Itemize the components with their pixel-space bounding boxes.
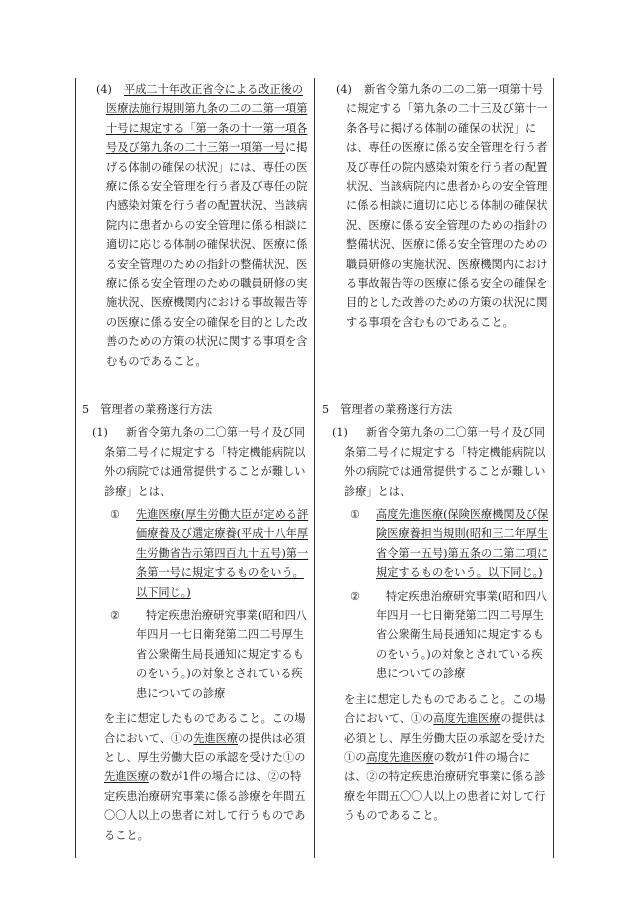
column-rule-left — [75, 78, 76, 858]
text-run: を主に想定したものであること。この場合において、①の — [104, 712, 306, 745]
underlined-text-run: 平成二十年改正省令による改正後の医療法施行規則第九条の二の二第一項第十号に規定する「 — [106, 83, 308, 135]
text-run: に掲げる体制の確保の状況」には、専任の医療に係る安全管理を行う者及び専任の院内感染対策を行う者の配置状況、当該病院内に患者からの安全管理に係る相談に適切に応じる体制の確保状況、医療に係る安全管理のための指針の整備状況、医療に係る安全管理のための職員研修の実施状況、医療機関内における事故報告等の医療に係る安全の確保を目的とした改善のための方策の状況に関する事項を含むものであること。 — [106, 141, 308, 368]
underlined-text-run: 先進医療 — [193, 731, 239, 745]
text-run: 新省令第九条の二の二第一項第十号に規定する「第九条の二十三及び第十一条各号に掲げる体制の確保の状況」には、専任の医療に係る安全管理を行う者及び専任の院内感染対策を行う者の配置状況、当該病院内に患者からの安全管理に係る相談に適切に応じる体制の確保状況、医療に係る安全管理のための指針の整備状況、医療に係る安全管理のための職員研修の実施状況、医療機関内における事故報告等の医療に係る安全の確保を目的とした改善のための方策の状況に関する事項を含むものであること。 — [346, 83, 548, 329]
right-section-5 — [322, 400, 550, 826]
text-run: の数が1件の場合には、②の特定疾患治療研究事業に係る診療を年間五〇〇人以上の患者に対して行うものであること。 — [104, 770, 306, 842]
text-run: を主に想定したものであること。この場合において、①の — [344, 692, 546, 726]
left-item-4 — [82, 80, 312, 371]
right-sub-1-text: 高度先進医療(保険医療機関及び保険医療養担当規則(昭和三二年厚生省令第一五号)第五条の二第二項に規定するものをいう。以下同じ。) — [376, 508, 549, 580]
text-run: の数が1件の場合には、②の特定疾患治療研究事業に係る診療を年間五〇〇人以上の患者に対して行うものであること。 — [344, 750, 546, 823]
text-run: の提供は必須とし、厚生労働大臣の承認を受けた①の — [344, 712, 546, 764]
column-rule-middle — [314, 78, 315, 858]
left-sub-2-marker: ② — [110, 609, 121, 623]
left-closing-text — [104, 709, 312, 845]
right-item-4 — [322, 80, 550, 332]
left-section-heading: 5 管理者の業務遂行方法 — [82, 403, 213, 416]
left-item-1-marker: (1) — [92, 426, 108, 440]
left-item-4-text — [106, 80, 312, 371]
right-item-4-marker: (4) — [336, 83, 352, 96]
left-sub-1-marker: ① — [110, 508, 121, 522]
right-item-1-marker: (1) — [332, 426, 348, 440]
underlined-text-run: 第一条の十一第一項各号及び第九条の二十三第一項第一号 — [106, 121, 308, 155]
right-section-heading: 5 管理者の業務遂行方法 — [322, 403, 453, 416]
text-run: の提供は必須とし、厚生労働大臣の承認を受けた①の — [104, 731, 306, 764]
right-sub-1-marker: ① — [350, 508, 361, 522]
right-item-4-text — [346, 80, 550, 332]
underlined-text-run: 先進医療 — [104, 770, 149, 784]
underlined-text-run: 高度先進医療 — [433, 712, 501, 726]
left-sub-2-text: 特定疾患治療研究事業(昭和四八年四月一七日衛発第二四二号厚生省公衆衛生局長通知に規定するものをいう。)の対象とされている疾患についての診療 — [136, 609, 307, 700]
right-closing-text — [344, 690, 550, 826]
left-item-4-marker: (4) — [96, 83, 112, 96]
right-item-1-text: 新省令第九条の二〇第一号イ及び同条第二号イに規定する「特定機能病院以外の病院では通常提供することが難しい診療」とは、 — [344, 426, 546, 498]
left-item-1-text: 新省令第九条の二〇第一号イ及び同条第二号イに規定する「特定機能病院以外の病院では通常提供することが難しい診療」とは、 — [104, 426, 306, 498]
column-rule-right — [553, 78, 554, 858]
left-sub-1-text: 先進医療(厚生労働大臣が定める評価療養及び選定療養(平成十八年厚生労働省告示第四百九十五号)第一条第一号に規定するものをいう。以下同じ。) — [136, 508, 309, 599]
right-sub-2-marker: ② — [350, 589, 361, 603]
right-sub-2-text: 特定疾患治療研究事業(昭和四八年四月一七日衛発第二四二号厚生省公衆衛生局長通知に規定するものをいう。)の対象とされている疾患についての診療 — [376, 589, 547, 681]
underlined-text-run: 高度先進医療 — [366, 750, 434, 764]
left-section-5 — [82, 400, 312, 845]
